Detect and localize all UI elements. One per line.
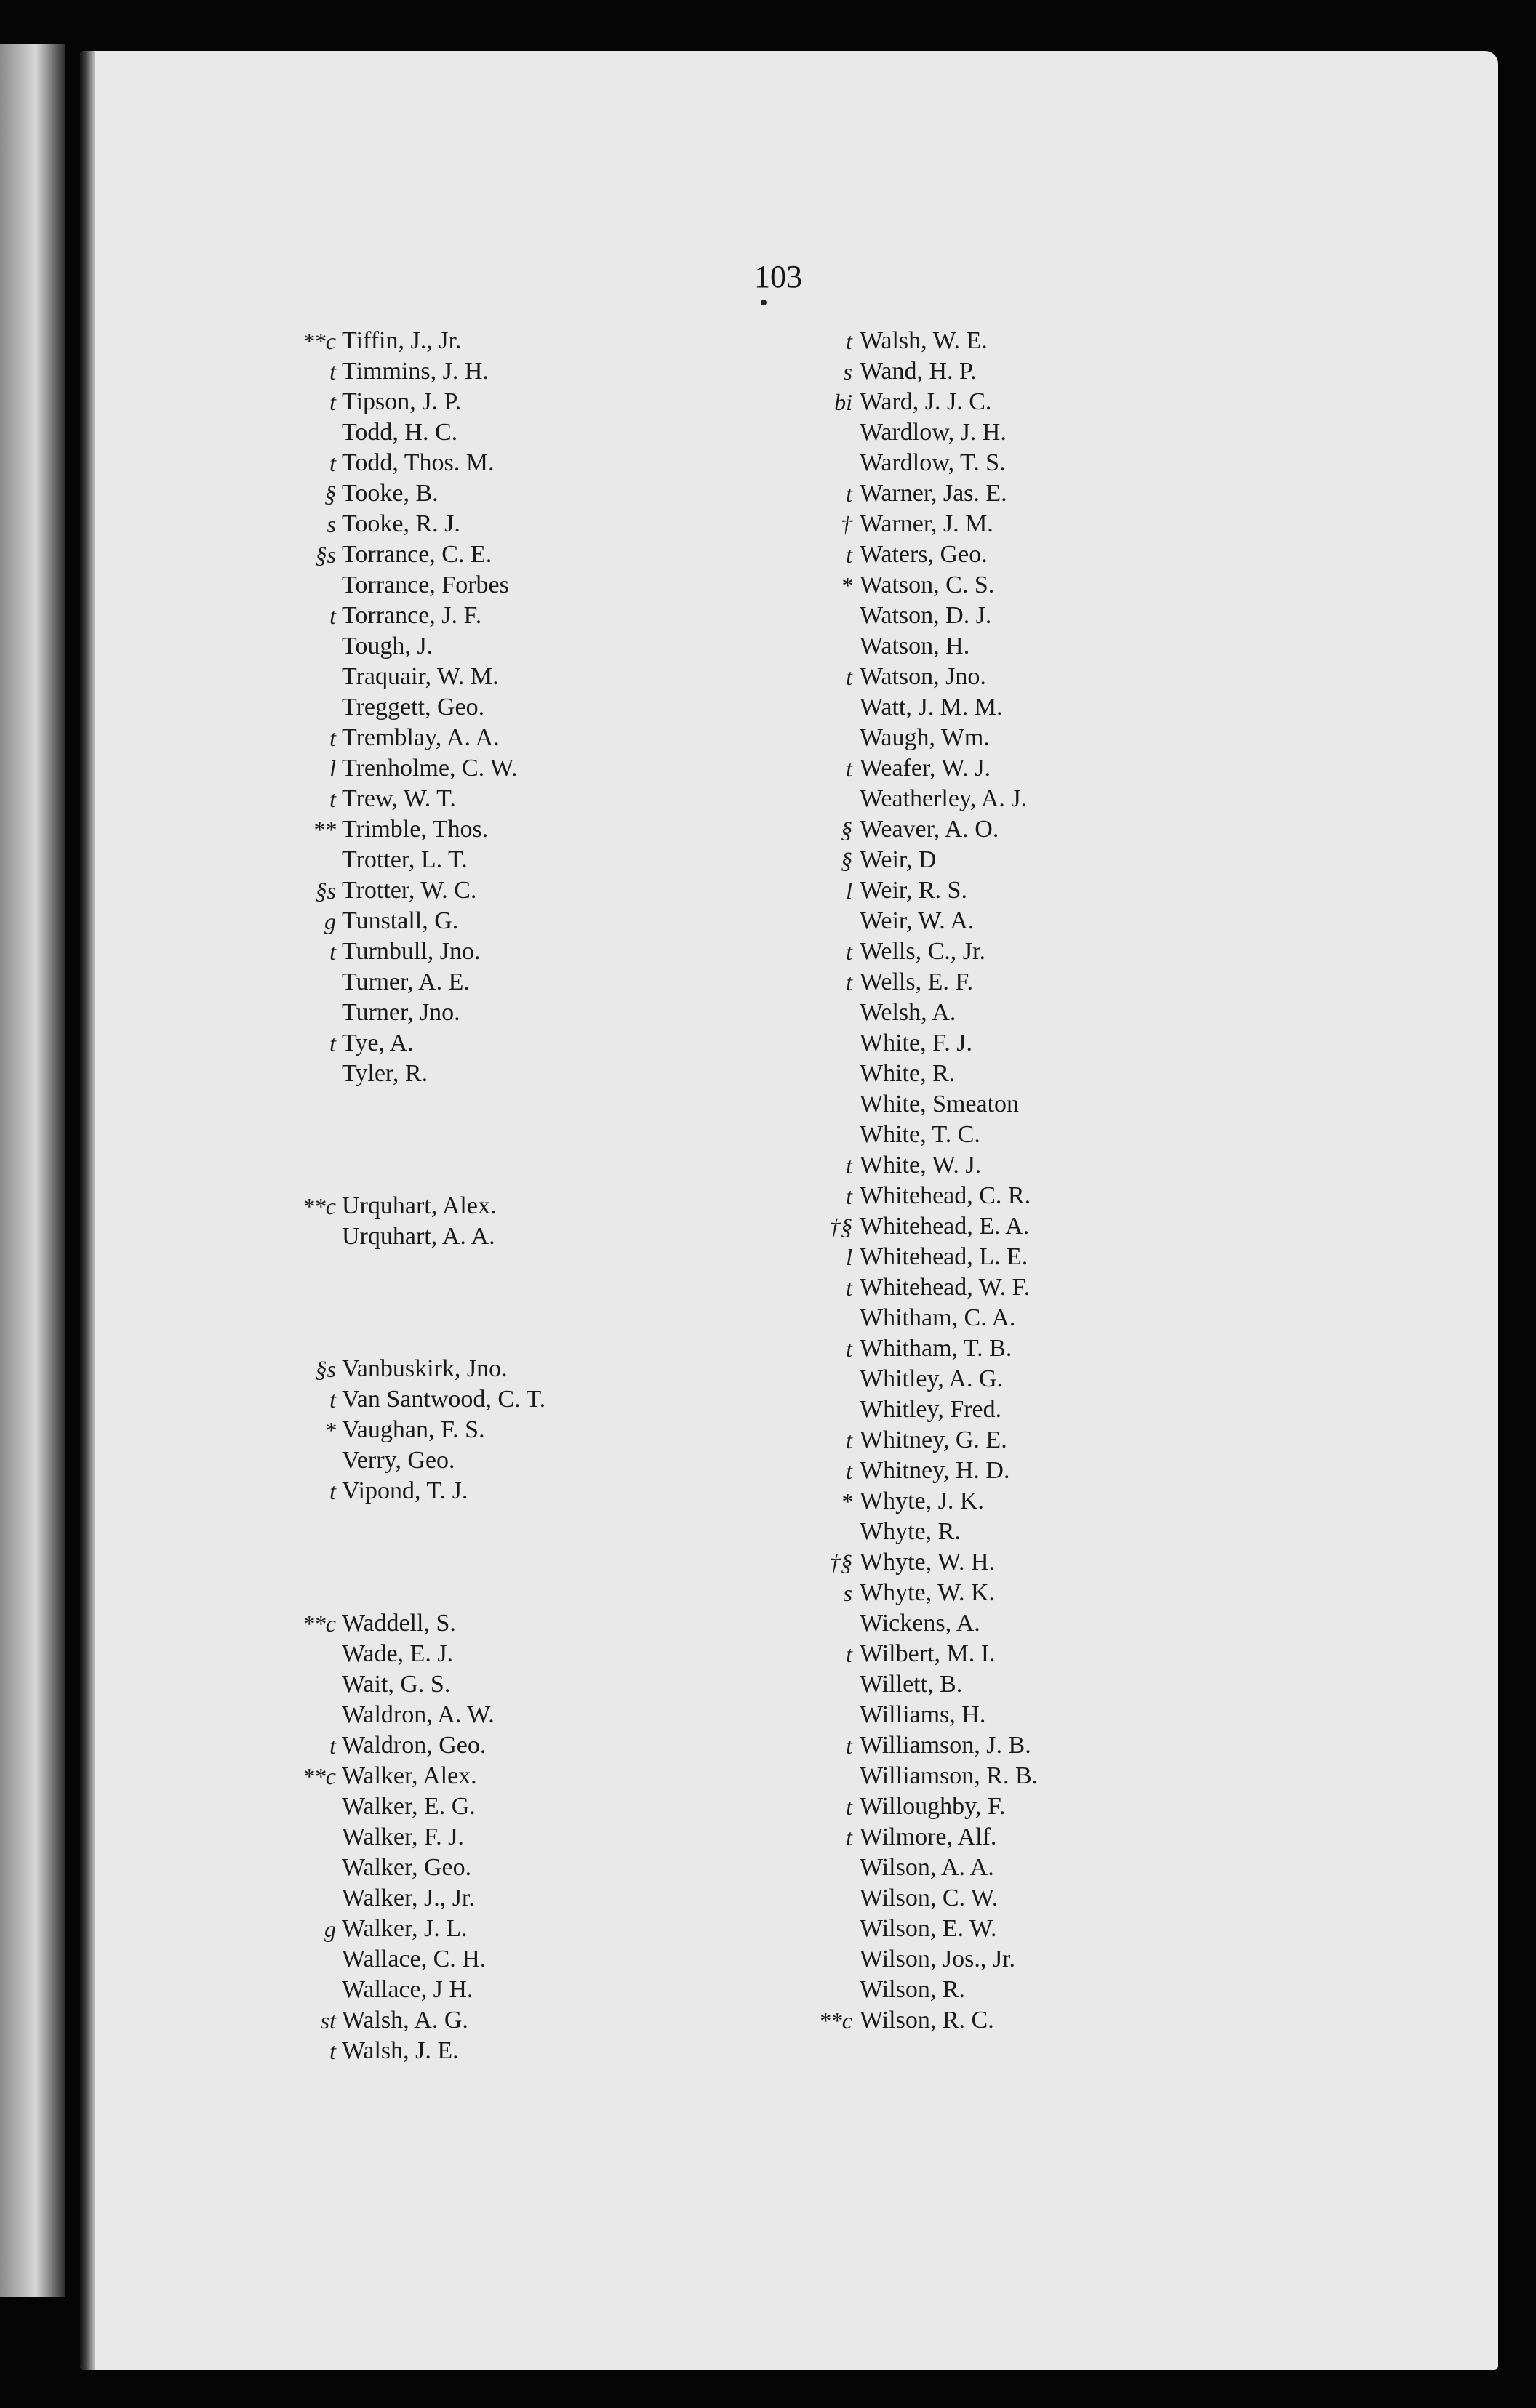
list-item	[749, 539, 1156, 570]
right-column	[749, 326, 1156, 2036]
list-item	[247, 906, 655, 936]
entry-name: White, F. J.	[860, 1030, 972, 1056]
entry-mark: †	[841, 511, 852, 537]
entry-name: Wardlow, T. S.	[860, 449, 1006, 476]
entry-name: Todd, H. C.	[342, 419, 458, 446]
list-item	[749, 326, 1156, 356]
list-item	[247, 1476, 655, 1506]
entry-name: Wilbert, M. I.	[860, 1640, 996, 1667]
left-column	[247, 326, 655, 2066]
entry-name: Wilmore, Alf.	[860, 1823, 997, 1850]
list-item	[749, 1028, 1156, 1059]
entry-mark: §s	[315, 1356, 336, 1382]
entry-mark: t	[329, 1478, 336, 1504]
entry-name: Warner, Jas. E.	[860, 480, 1007, 507]
entry-name: Turnbull, Jno.	[342, 938, 481, 965]
list-item	[247, 1028, 655, 1059]
list-item	[247, 1791, 655, 1822]
entry-name: Weir, W. A.	[860, 907, 975, 934]
entry-name: Wardlow, J. H.	[860, 419, 1007, 446]
entry-name: Watson, C. S.	[860, 571, 995, 598]
entry-mark: l	[846, 878, 852, 904]
entry-mark: t	[329, 603, 336, 629]
list-item	[247, 1608, 655, 1639]
list-item	[749, 1639, 1156, 1669]
entry-name: White, W. J.	[860, 1152, 982, 1179]
list-item	[247, 1944, 655, 1975]
list-item	[247, 448, 655, 478]
list-item	[749, 662, 1156, 692]
entry-name: Wilson, C. W.	[860, 1885, 999, 1911]
list-item	[247, 417, 655, 448]
entry-name: Urquhart, Alex.	[342, 1192, 497, 1219]
entry-name: Turner, Jno.	[342, 999, 460, 1026]
list-item	[247, 1384, 655, 1415]
entry-name: Willoughby, F.	[860, 1793, 1006, 1820]
entry-mark: t	[329, 1733, 336, 1759]
entry-name: Torrance, C. E.	[342, 541, 492, 568]
entry-name: Walker, E. G.	[342, 1793, 476, 1820]
list-item	[749, 1669, 1156, 1700]
entry-name: Wilson, Jos., Jr.	[860, 1946, 1015, 1972]
list-item	[749, 356, 1156, 387]
entry-name: Trotter, W. C.	[342, 877, 477, 904]
list-item	[749, 1608, 1156, 1639]
list-item	[247, 1822, 655, 1853]
entry-name: Whitley, A. G.	[860, 1365, 1004, 1392]
entry-mark: s	[843, 1580, 852, 1606]
entry-name: Tooke, B.	[342, 480, 439, 507]
entry-name: Trimble, Thos.	[342, 816, 489, 843]
list-item	[247, 1445, 655, 1476]
entry-name: Whitehead, L. E.	[860, 1243, 1028, 1270]
list-item	[749, 814, 1156, 845]
entry-name: Whyte, J. K.	[860, 1488, 984, 1514]
entry-name: Welsh, A.	[860, 999, 956, 1026]
entry-mark: st	[320, 2007, 336, 2034]
entry-name: Whitley, Fred.	[860, 1396, 1002, 1423]
list-item	[247, 1059, 655, 1089]
entry-mark: t	[846, 1275, 852, 1301]
list-item	[247, 509, 655, 539]
entry-mark: t	[329, 450, 336, 476]
entry-mark: †§	[829, 1213, 852, 1240]
entry-mark: **c	[302, 328, 336, 354]
entry-name: Wilson, R. C.	[860, 2007, 994, 2034]
list-item	[247, 631, 655, 662]
entry-mark: t	[846, 1183, 852, 1209]
list-item	[749, 1059, 1156, 1089]
entry-name: Wade, E. J.	[342, 1640, 454, 1667]
list-item	[749, 784, 1156, 814]
list-item	[749, 1486, 1156, 1517]
list-item	[247, 692, 655, 723]
list-item	[749, 1547, 1156, 1578]
entry-name: Waldron, Geo.	[342, 1732, 487, 1759]
entry-name: White, T. C.	[860, 1121, 980, 1148]
list-item	[247, 1730, 655, 1761]
list-item	[749, 936, 1156, 967]
list-item	[247, 1700, 655, 1730]
entry-name: Wilson, A. A.	[860, 1854, 994, 1881]
list-item	[749, 723, 1156, 753]
list-item	[749, 448, 1156, 478]
entry-name: Tremblay, A. A.	[342, 724, 500, 751]
entry-name: Trew, W. T.	[342, 785, 456, 812]
entry-name: Traquair, W. M.	[342, 663, 499, 690]
entry-name: Tough, J.	[342, 633, 433, 659]
entry-name: Wilson, R.	[860, 1976, 966, 2003]
list-item	[749, 1883, 1156, 1914]
entry-name: Vanbuskirk, Jno.	[342, 1355, 508, 1382]
entry-name: Vipond, T. J.	[342, 1477, 468, 1504]
list-item	[749, 1181, 1156, 1211]
list-item	[749, 509, 1156, 539]
facing-page-edge	[0, 44, 65, 2297]
entry-name: Williams, H.	[860, 1701, 986, 1728]
entry-name: Todd, Thos. M.	[342, 449, 495, 476]
entry-name: Whitehead, C. R.	[860, 1182, 1031, 1209]
entry-mark: **c	[302, 1610, 336, 1637]
list-item	[247, 998, 655, 1028]
entry-mark: t	[846, 1824, 852, 1850]
entry-name: Turner, A. E.	[342, 968, 470, 995]
entry-name: Warner, J. M.	[860, 510, 993, 537]
entry-mark: t	[846, 1427, 852, 1453]
entry-name: Wells, C., Jr.	[860, 938, 985, 965]
entry-name: Waddell, S.	[342, 1610, 456, 1637]
entry-mark: t	[846, 1152, 852, 1179]
list-item	[749, 1242, 1156, 1272]
entry-name: Wait, G. S.	[342, 1671, 451, 1698]
entry-mark: *	[841, 572, 852, 598]
list-item	[749, 1791, 1156, 1822]
entry-name: Trotter, L. T.	[342, 846, 468, 873]
entry-name: Watson, D. J.	[860, 602, 992, 629]
entry-name: Treggett, Geo.	[342, 694, 485, 721]
entry-mark: t	[846, 1733, 852, 1759]
entry-mark: t	[846, 664, 852, 690]
list-item	[749, 601, 1156, 631]
list-item	[247, 875, 655, 906]
page-number-dot	[761, 300, 767, 305]
list-item	[749, 875, 1156, 906]
list-item	[749, 1578, 1156, 1608]
entry-name: Torrance, Forbes	[342, 571, 509, 598]
entry-mark: t	[846, 1336, 852, 1362]
entry-name: Walsh, A. G.	[342, 2007, 468, 2034]
entry-name: Tunstall, G.	[342, 907, 459, 934]
list-item	[247, 967, 655, 998]
entry-name: Tyler, R.	[342, 1060, 428, 1087]
entry-mark: **c	[302, 1763, 336, 1789]
entry-mark: bi	[834, 389, 852, 415]
entry-name: Tiffin, J., Jr.	[342, 327, 462, 354]
entry-mark: *	[324, 1417, 336, 1443]
entry-name: Torrance, J. F.	[342, 602, 482, 629]
entry-mark: t	[329, 1386, 336, 1413]
entry-name: Timmins, J. H.	[342, 358, 489, 385]
list-item	[749, 1456, 1156, 1486]
list-item	[749, 845, 1156, 875]
entry-name: Urquhart, A. A.	[342, 1223, 495, 1250]
list-item	[749, 570, 1156, 601]
entry-name: Ward, J. J. C.	[860, 388, 992, 415]
entry-mark: t	[329, 389, 336, 415]
entry-name: Wells, E. F.	[860, 968, 974, 995]
list-item	[247, 1354, 655, 1384]
list-item	[247, 814, 655, 845]
entry-name: Whyte, W. K.	[860, 1579, 996, 1606]
entry-name: Wallace, J H.	[342, 1976, 473, 2003]
entry-name: Trenholme, C. W.	[342, 755, 518, 782]
entry-name: Whitehead, E. A.	[860, 1213, 1030, 1240]
entry-name: Wilson, E. W.	[860, 1915, 997, 1942]
list-item	[749, 753, 1156, 784]
entry-name: Williamson, R. B.	[860, 1762, 1039, 1789]
entry-mark: g	[324, 1916, 336, 1942]
entry-name: White, R.	[860, 1060, 956, 1087]
entry-name: Tooke, R. J.	[342, 510, 460, 537]
list-item	[749, 1914, 1156, 1944]
list-item	[247, 753, 655, 784]
list-item	[749, 1364, 1156, 1394]
list-item	[749, 1853, 1156, 1883]
list-item	[749, 1517, 1156, 1547]
list-item	[247, 936, 655, 967]
list-item	[749, 631, 1156, 662]
list-item	[749, 1272, 1156, 1303]
list-item	[247, 326, 655, 356]
list-item	[749, 1944, 1156, 1975]
entry-name: Walsh, W. E.	[860, 327, 988, 354]
list-item	[749, 1211, 1156, 1242]
entry-mark: **c	[818, 2007, 852, 2034]
entry-mark: §	[841, 816, 852, 843]
entry-mark: t	[846, 755, 852, 782]
list-item	[749, 1394, 1156, 1425]
list-item	[247, 1975, 655, 2005]
entry-mark: t	[846, 481, 852, 507]
entry-name: Verry, Geo.	[342, 1447, 455, 1474]
list-item	[749, 1150, 1156, 1181]
entry-name: Walsh, J. E.	[342, 2037, 459, 2064]
section-gap	[247, 1506, 655, 1608]
entry-name: Waldron, A. W.	[342, 1701, 495, 1728]
entry-mark: s	[327, 511, 336, 537]
entry-name: Waugh, Wm.	[860, 724, 990, 751]
list-item	[749, 1700, 1156, 1730]
list-item	[749, 998, 1156, 1028]
entry-mark: t	[329, 786, 336, 812]
entry-name: Whitehead, W. F.	[860, 1274, 1031, 1301]
entry-name: Vaughan, F. S.	[342, 1416, 485, 1443]
list-item	[247, 1761, 655, 1791]
list-item	[247, 1669, 655, 1700]
entry-mark: t	[846, 1458, 852, 1484]
list-item	[749, 1761, 1156, 1791]
entry-name: White, Smeaton	[860, 1091, 1020, 1117]
list-item	[247, 387, 655, 417]
list-item	[247, 2036, 655, 2066]
entry-name: Whitney, H. D.	[860, 1457, 1010, 1484]
entry-name: Walker, J., Jr.	[342, 1885, 475, 1911]
list-item	[247, 478, 655, 509]
entry-mark: t	[846, 542, 852, 568]
list-item	[247, 1639, 655, 1669]
list-item	[247, 845, 655, 875]
entry-name: Walker, F. J.	[342, 1823, 464, 1850]
entry-mark: **	[313, 816, 336, 843]
spine-shadow	[80, 51, 95, 2370]
entry-mark: t	[329, 358, 336, 385]
entry-name: Watt, J. M. M.	[860, 694, 1003, 721]
entry-mark: l	[329, 755, 336, 782]
entry-mark: §s	[315, 878, 336, 904]
entry-name: Watson, H.	[860, 633, 970, 659]
list-item	[749, 1975, 1156, 2005]
entry-name: Williamson, J. B.	[860, 1732, 1031, 1759]
list-item	[749, 1425, 1156, 1456]
entry-mark: t	[846, 1641, 852, 1667]
list-item	[247, 570, 655, 601]
entry-name: Whitham, C. A.	[860, 1304, 1016, 1331]
entry-name: Van Santwood, C. T.	[342, 1386, 546, 1413]
list-item	[749, 1822, 1156, 1853]
list-item	[247, 723, 655, 753]
entry-mark: t	[329, 2038, 336, 2064]
list-item	[247, 1883, 655, 1914]
entry-name: Weatherley, A. J.	[860, 785, 1028, 812]
list-item	[749, 1089, 1156, 1120]
entry-mark: t	[846, 969, 852, 995]
entry-mark: t	[846, 939, 852, 965]
entry-name: Wickens, A.	[860, 1610, 980, 1637]
entry-name: Tipson, J. P.	[342, 388, 462, 415]
entry-mark: t	[846, 328, 852, 354]
entry-mark: **c	[302, 1193, 336, 1219]
entry-mark: §	[841, 847, 852, 873]
entry-mark: g	[324, 908, 336, 934]
entry-name: Whyte, W. H.	[860, 1549, 996, 1576]
list-item	[247, 1914, 655, 1944]
list-item	[247, 1853, 655, 1883]
entry-mark: †§	[829, 1549, 852, 1576]
list-item	[247, 1191, 655, 1221]
list-item	[749, 417, 1156, 448]
entry-name: Waters, Geo.	[860, 541, 988, 568]
entry-mark: t	[846, 1794, 852, 1820]
entry-name: Watson, Jno.	[860, 663, 986, 690]
list-item	[749, 1730, 1156, 1761]
entry-name: Whitney, G. E.	[860, 1426, 1007, 1453]
list-item	[749, 1303, 1156, 1333]
entry-mark: §	[324, 481, 336, 507]
entry-name: Wand, H. P.	[860, 358, 977, 385]
entry-name: Wallace, C. H.	[342, 1946, 487, 1972]
list-item	[749, 478, 1156, 509]
entry-mark: t	[329, 939, 336, 965]
list-item	[749, 1120, 1156, 1150]
section-gap	[247, 1089, 655, 1191]
list-item	[247, 356, 655, 387]
entry-name: Weaver, A. O.	[860, 816, 999, 843]
list-item	[749, 967, 1156, 998]
list-item	[247, 1415, 655, 1445]
entry-name: Weir, D	[860, 846, 937, 873]
section-gap	[247, 1252, 655, 1354]
entry-mark: s	[843, 358, 852, 385]
list-item	[749, 2005, 1156, 2036]
entry-name: Weir, R. S.	[860, 877, 967, 904]
entry-name: Walker, Alex.	[342, 1762, 477, 1789]
entry-name: Willett, B.	[860, 1671, 963, 1698]
list-item	[749, 1333, 1156, 1364]
entry-name: Tye, A.	[342, 1030, 414, 1056]
list-item	[749, 906, 1156, 936]
page-number: 103	[754, 259, 802, 294]
list-item	[247, 784, 655, 814]
entry-name: Walker, J. L.	[342, 1915, 468, 1942]
entry-mark: l	[846, 1244, 852, 1270]
list-item	[247, 1221, 655, 1252]
entry-name: Weafer, W. J.	[860, 755, 991, 782]
entry-name: Walker, Geo.	[342, 1854, 472, 1881]
list-item	[749, 387, 1156, 417]
entry-mark: §s	[315, 542, 336, 568]
entry-mark: t	[329, 1030, 336, 1056]
entry-mark: t	[329, 725, 336, 751]
entry-mark: *	[841, 1488, 852, 1514]
list-item	[247, 2005, 655, 2036]
list-item	[247, 539, 655, 570]
list-item	[247, 601, 655, 631]
entry-name: Whyte, R.	[860, 1518, 961, 1545]
list-item	[749, 692, 1156, 723]
entry-name: Whitham, T. B.	[860, 1335, 1012, 1362]
list-item	[247, 662, 655, 692]
